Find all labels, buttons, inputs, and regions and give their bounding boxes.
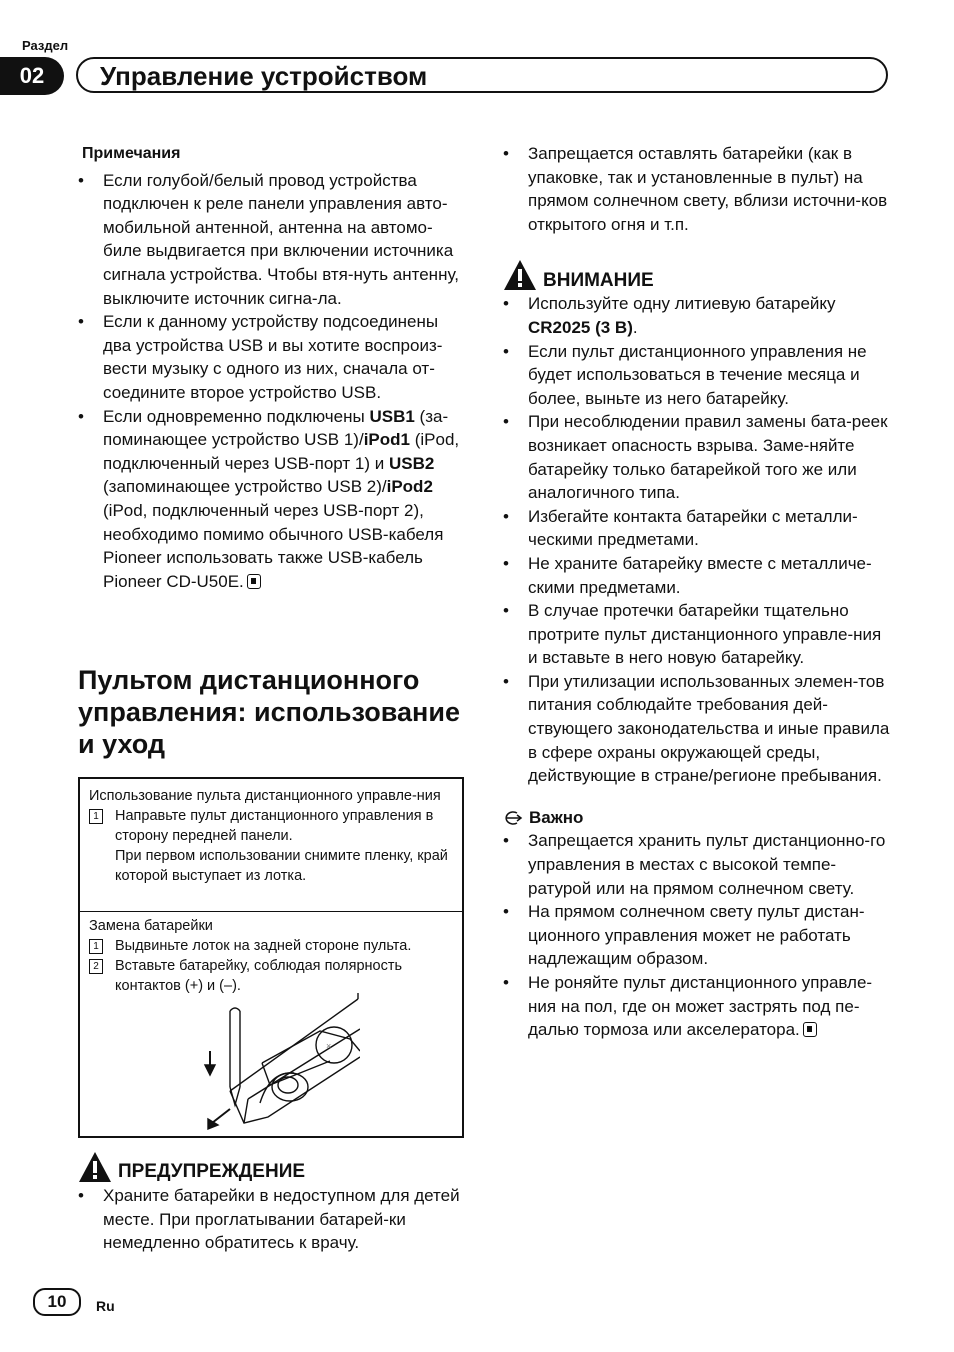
list-item: • Храните батарейки в недоступном для детей месте. При проглатывании батарей-ки немедленно обратитесь к врачу. bbox=[78, 1184, 470, 1255]
battery-model: CR2025 (3 В) bbox=[528, 317, 633, 337]
notes-block bbox=[78, 142, 470, 593]
list-item: • Запрещается оставлять батарейки (как в упаковке, так и установленные в пульт) на прямом солнечном свету, вблизи источни-ков открытого огня и т.п. bbox=[503, 142, 895, 236]
battery-section bbox=[80, 912, 462, 996]
ipod2-label: iPod2 bbox=[386, 477, 433, 497]
warning-block bbox=[78, 1150, 470, 1255]
caution-heading: ВНИМАНИЕ bbox=[543, 269, 654, 291]
list-item-text: Используйте одну литиевую батарейку bbox=[528, 294, 836, 314]
end-mark-icon bbox=[247, 574, 261, 589]
warning-heading-row bbox=[78, 1150, 470, 1184]
list-item-text: Не роняйте пульт дистанционного управле-ния на пол, где он может застрять под пе-далью тормоза или акселератора. bbox=[528, 973, 873, 1040]
step-number: 1 bbox=[89, 809, 103, 824]
list-item-text: . bbox=[632, 317, 638, 337]
list-item: • Избегайте контакта батарейки с металли-ческими предметами. bbox=[503, 505, 895, 552]
battery-step bbox=[89, 936, 453, 956]
warning-list bbox=[78, 1184, 470, 1255]
instruction-box bbox=[78, 777, 464, 1138]
important-list bbox=[503, 829, 895, 1041]
list-item: • При утилизации использованных элемен-тов питания соблюдайте требования дей-ствующего законодательства и иные правила в сфере охраны окружающей среды, действующие в стране/регионе пребывания. bbox=[503, 670, 895, 788]
list-item: • Не храните батарейку вместе с металличе-скими предметами. bbox=[503, 552, 895, 599]
list-item-text: Если одновременно подключены bbox=[103, 406, 370, 426]
list-item: • При несоблюдении правил замены бата-реек возникает опасность взрыва. Заме-няйте батарейку только батарейкой того же или аналогичного типа. bbox=[503, 410, 895, 504]
svg-text:×: × bbox=[326, 1041, 332, 1051]
end-mark-icon bbox=[803, 1022, 817, 1037]
list-item-text: (запоминающее устройство USB 2)/ bbox=[103, 477, 387, 497]
step-note: При первом использовании снимите пленку, край которой выступает из лотка. bbox=[115, 848, 448, 884]
caution-heading-row bbox=[503, 258, 895, 292]
list-item bbox=[78, 405, 470, 594]
caution-triangle-icon bbox=[503, 258, 537, 292]
list-item bbox=[78, 169, 470, 311]
remote-section-title: Пультом дистанционного управления: использование и уход bbox=[78, 665, 460, 759]
usage-section bbox=[80, 779, 462, 912]
important-heading-row bbox=[503, 806, 895, 830]
language-label: Ru bbox=[96, 1298, 115, 1314]
list-item: • В случае протечки батарейки тщательно протрите пульт дистанционного управле-ния и вставьте в него новую батарейку. bbox=[503, 599, 895, 670]
list-item-text: Если к данному устройству подсоединены два устройства USB и вы хотите воспроиз-вести музыку с одного из них, сначала от-соедините второе устройство USB. bbox=[103, 312, 443, 402]
notes-heading: Примечания bbox=[82, 145, 181, 162]
step-number: 2 bbox=[89, 959, 103, 974]
step-text: Вставьте батарейку, соблюдая полярность контактов (+) и (–). bbox=[115, 958, 403, 994]
list-item-text: (iPod, подключенный через USB-порт 1) и bbox=[103, 430, 460, 473]
page-number: 10 bbox=[33, 1288, 81, 1316]
list-item: • На прямом солнечном свету пульт дистан-ционного управления может не работать надлежащим образом. bbox=[503, 900, 895, 971]
usage-heading: Использование пульта дистанционного управле-ния bbox=[89, 788, 441, 804]
section-number-badge: 02 bbox=[0, 57, 64, 95]
ipod1-label: iPod1 bbox=[363, 430, 410, 450]
battery-heading: Замена батарейки bbox=[89, 918, 213, 934]
caution-list bbox=[503, 292, 895, 787]
section-label: Раздел bbox=[22, 38, 69, 53]
important-icon bbox=[503, 810, 523, 826]
warning-triangle-icon bbox=[78, 1150, 112, 1184]
list-item bbox=[78, 310, 470, 404]
list-item-text: (iPod, подключенный через USB-порт 2), необходимо помимо обычного USB-кабеля Pioneer использовать также USB-кабель Pioneer CD-U50E. bbox=[103, 500, 444, 591]
battery-tray-illustration bbox=[200, 991, 360, 1131]
usb1-label: USB1 bbox=[369, 406, 415, 426]
usb2-label: USB2 bbox=[388, 453, 435, 473]
notes-list bbox=[78, 169, 470, 594]
step-text: Направьте пульт дистанционного управления в сторону передней панели. bbox=[115, 808, 434, 844]
battery-step bbox=[89, 956, 453, 996]
list-item bbox=[503, 292, 895, 339]
important-heading: Важно bbox=[529, 807, 584, 827]
right-top-list bbox=[503, 142, 895, 236]
list-item-text: Если голубой/белый провод устройства подключен к реле панели управления авто-мобильной антенной, антенна на автомо-биле выдвигается при включении источника сигнала устройства. Чтобы втя-нуть антенну, выключите источник сигна-ла. bbox=[103, 170, 459, 308]
section-title: Управление устройством bbox=[76, 57, 888, 93]
list-item: • Запрещается хранить пульт дистанционно-го управления в местах с высокой темпе-ратурой или на прямом солнечном свету. bbox=[503, 829, 895, 900]
warning-heading: ПРЕДУПРЕЖДЕНИЕ bbox=[118, 1161, 306, 1183]
step-text: Выдвиньте лоток на задней стороне пульта. bbox=[115, 938, 412, 954]
usage-step bbox=[89, 806, 453, 886]
list-item-text: (за-поминающее устройство USB 1)/ bbox=[103, 406, 449, 450]
list-item bbox=[503, 971, 895, 1042]
step-number: 1 bbox=[89, 939, 103, 954]
right-column bbox=[503, 142, 895, 1042]
list-item: • Если пульт дистанционного управления не будет использоваться в течение месяца и более, выньте из него батарейку. bbox=[503, 340, 895, 411]
